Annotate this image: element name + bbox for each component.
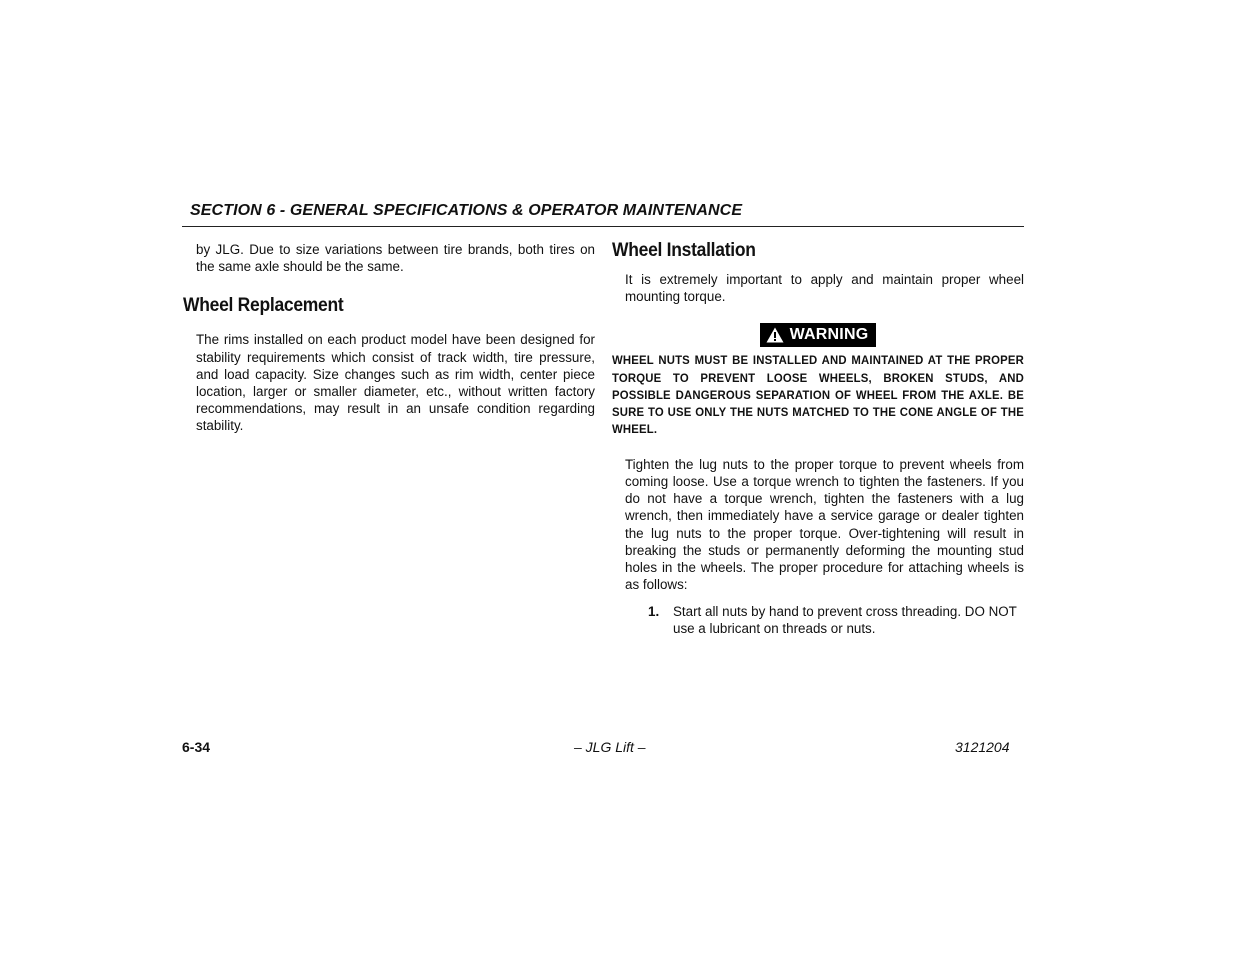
warning-label: WARNING xyxy=(789,326,869,344)
page-number: 6-34 xyxy=(182,739,211,755)
footer-title: – JLG Lift – xyxy=(574,739,646,755)
continued-paragraph: by JLG. Due to size variations between tire brands, both tires on the same axle should be the same. xyxy=(196,242,595,275)
wheel-installation-heading: Wheel Installation xyxy=(612,240,756,261)
header-divider xyxy=(182,226,1024,227)
warning-text: WHEEL NUTS MUST BE INSTALLED AND MAINTAINED AT THE PROPER TORQUE TO PREVENT LOOSE WHEELS, BROKEN STUDS, AND POSSIBLE DANGEROUS SEPARATION OF WHEEL FROM THE AXLE. BE SURE TO USE ONLY THE NUTS MATCHED TO THE CONE ANGLE OF THE WHEEL. xyxy=(612,353,1024,436)
warning-callout xyxy=(612,323,1024,348)
step-number: 1. xyxy=(648,603,660,619)
right-column xyxy=(612,240,1024,637)
warning-triangle-icon xyxy=(766,327,784,343)
wheel-replacement-heading: Wheel Replacement xyxy=(183,295,344,317)
document-number: 3121204 xyxy=(955,739,1010,755)
left-column xyxy=(183,241,595,435)
procedure-step xyxy=(648,603,1024,637)
step-text: Start all nuts by hand to prevent cross threading. DO NOT use a lubricant on threads or nuts. xyxy=(673,603,1017,636)
wheel-installation-intro: It is extremely important to apply and maintain proper wheel mounting torque. xyxy=(625,272,1024,305)
warning-badge xyxy=(760,323,877,347)
section-title: SECTION 6 - GENERAL SPECIFICATIONS & OPERATOR MAINTENANCE xyxy=(190,202,743,219)
wheel-replacement-body: The rims installed on each product model have been designed for stability requirements which consist of track width, tire pressure, and load capacity. Size changes such as rim width, center piece location, larger or smaller diameter, etc., without written factory recommendations, may result in an unsafe condition regarding stability. xyxy=(196,332,595,434)
wheel-installation-body: Tighten the lug nuts to the proper torque to prevent wheels from coming loose. Use a torque wrench to tighten the fasteners. If you do not have a torque wrench, tighten the fasteners with a lug wrench, then immediately have a service garage or dealer tighten the lug nuts to the proper torque. Over-tightening will result in breaking the studs or permanently deforming the mounting stud holes in the wheels. The proper procedure for attaching wheels is as follows: xyxy=(625,456,1024,593)
